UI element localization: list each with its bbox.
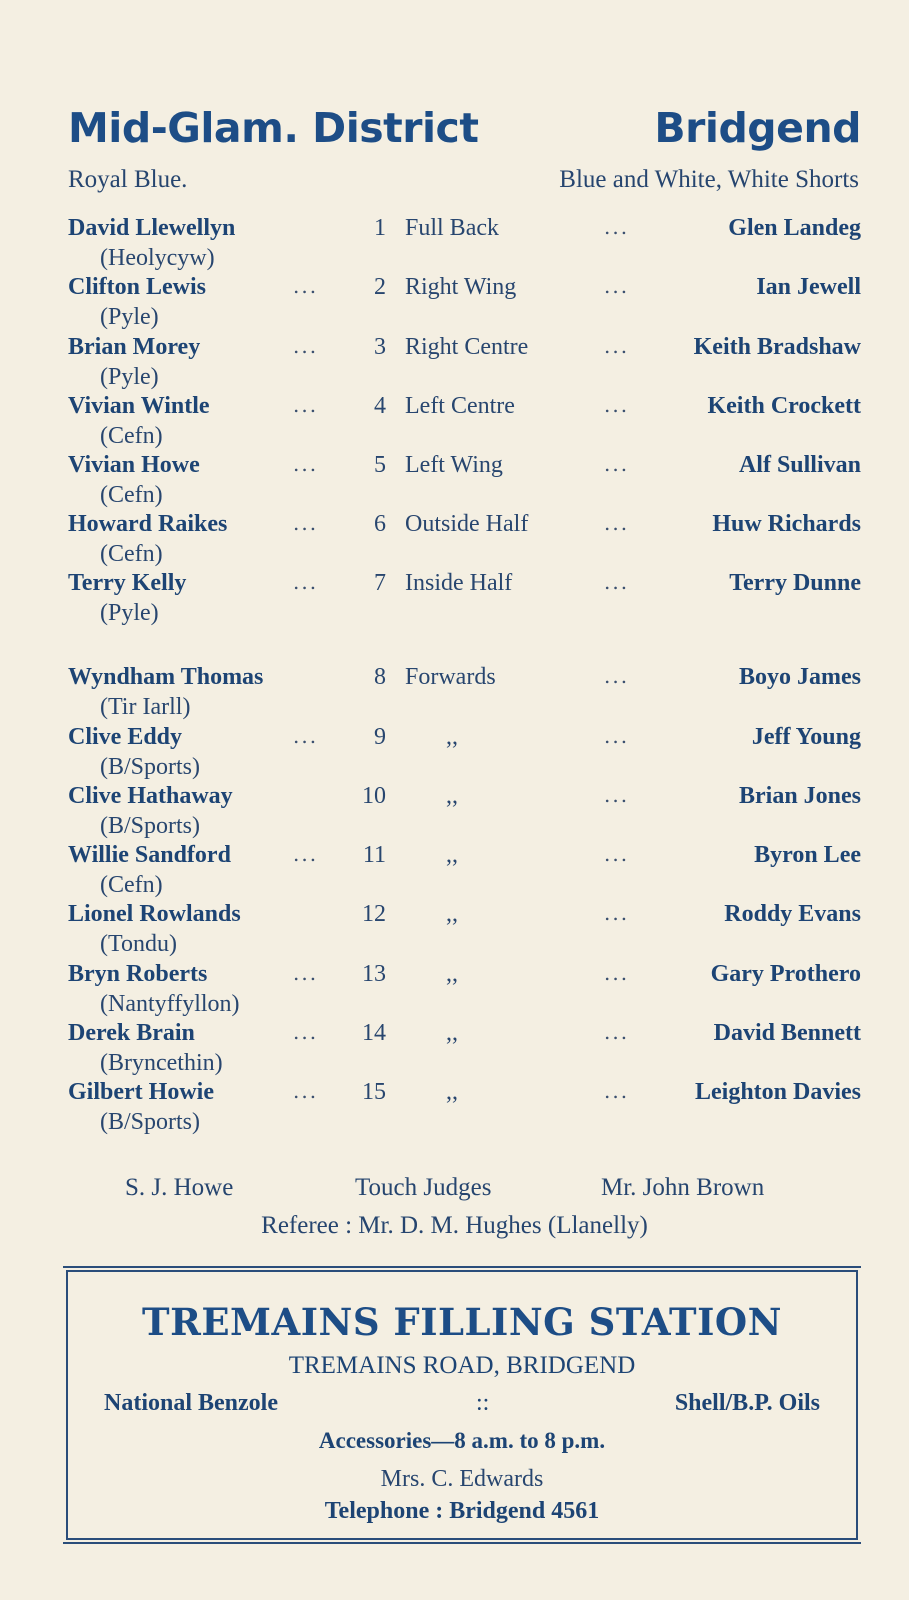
advert-address: TREMAINS ROAD, BRIDGEND: [288, 1352, 636, 1379]
away-player-name: Keith Bradshaw: [693, 334, 861, 360]
player-row: [0, 724, 909, 784]
home-player-club: (Bryncethin): [100, 1050, 223, 1076]
home-player-name: Lionel Rowlands: [68, 901, 241, 927]
home-player-name: Clifton Lewis: [68, 274, 206, 300]
player-row: [0, 274, 909, 334]
leader-dots: ...: [293, 511, 319, 535]
home-player-name: Vivian Howe: [68, 452, 200, 478]
leader-dots: ...: [604, 215, 630, 239]
away-player-name: Glen Landeg: [728, 215, 861, 241]
leader-dots: ...: [604, 334, 630, 358]
position-label: ,,: [446, 842, 458, 868]
home-player-club: (B/Sports): [100, 754, 201, 780]
away-player-name: Gary Prothero: [710, 961, 861, 987]
home-player-name: Derek Brain: [68, 1020, 195, 1046]
touch-judge-home: S. J. Howe: [125, 1174, 234, 1201]
position-label: ,,: [446, 783, 458, 809]
position-label: ,,: [446, 901, 458, 927]
leader-dots: ...: [293, 452, 319, 476]
jersey-number: 15: [362, 1079, 386, 1105]
home-player-name: Gilbert Howie: [68, 1079, 214, 1105]
home-player-club: (B/Sports): [100, 813, 201, 839]
home-player-name: Bryn Roberts: [68, 961, 208, 987]
touch-judge-away: Mr. John Brown: [601, 1174, 765, 1201]
home-player-club: (Cefn): [100, 482, 163, 508]
player-row: [0, 334, 909, 394]
position-label: ,,: [446, 1020, 458, 1046]
position-label: ,,: [446, 961, 458, 987]
player-row: [0, 901, 909, 961]
home-player-name: Terry Kelly: [68, 570, 187, 596]
jersey-number: 6: [374, 511, 386, 537]
jersey-number: 1: [374, 215, 386, 241]
leader-dots: ...: [604, 570, 630, 594]
home-player-club: (Cefn): [100, 423, 163, 449]
jersey-number: 9: [374, 724, 386, 750]
leader-dots: ...: [293, 724, 319, 748]
leader-dots: ...: [293, 393, 319, 417]
away-player-name: Huw Richards: [712, 511, 861, 537]
player-row: [0, 511, 909, 571]
position-label: Left Wing: [405, 452, 503, 478]
position-label: ,,: [446, 1079, 458, 1105]
leader-dots: ...: [293, 1020, 319, 1044]
leader-dots: ...: [604, 511, 630, 535]
home-player-name: Willie Sandford: [68, 842, 231, 868]
position-label: Full Back: [405, 215, 499, 241]
jersey-number: 8: [374, 664, 386, 690]
away-player-name: Brian Jones: [738, 783, 861, 809]
home-player-name: Brian Morey: [68, 334, 201, 360]
player-row: [0, 1020, 909, 1080]
jersey-number: 14: [362, 1020, 386, 1046]
leader-dots: ...: [604, 842, 630, 866]
player-row: [0, 1079, 909, 1139]
jersey-number: 11: [362, 842, 386, 868]
referee-line: Referee : Mr. D. M. Hughes (Llanelly): [261, 1212, 648, 1239]
home-player-name: David Llewellyn: [68, 215, 236, 241]
player-row: [0, 664, 909, 724]
player-row: [0, 570, 909, 630]
leader-dots: ...: [604, 901, 630, 925]
leader-dots: ...: [604, 452, 630, 476]
leader-dots: ...: [293, 570, 319, 594]
leader-dots: ...: [604, 393, 630, 417]
home-player-club: (Pyle): [100, 600, 159, 626]
leader-dots: ...: [604, 783, 630, 807]
leader-dots: ...: [604, 724, 630, 748]
jersey-number: 5: [374, 452, 386, 478]
advert-telephone: Telephone : Bridgend 4561: [324, 1498, 600, 1524]
home-player-name: Clive Hathaway: [68, 783, 233, 809]
away-player-name: Jeff Young: [751, 724, 861, 750]
player-row: [0, 215, 909, 275]
home-team-title: Mid-Glam. District: [68, 104, 479, 152]
leader-dots: ...: [604, 1079, 630, 1103]
advert-brand-separator: ::: [476, 1390, 490, 1416]
leader-dots: ...: [604, 961, 630, 985]
leader-dots: ...: [604, 1020, 630, 1044]
home-player-club: (Tir Iarll): [100, 694, 191, 720]
jersey-number: 12: [362, 901, 386, 927]
away-team-colours: Blue and White, White Shorts: [559, 166, 859, 193]
away-player-name: Terry Dunne: [729, 570, 861, 596]
home-player-club: (Cefn): [100, 872, 163, 898]
leader-dots: ...: [604, 664, 630, 688]
jersey-number: 2: [374, 274, 386, 300]
home-player-name: Howard Raikes: [68, 511, 228, 537]
advertisement-box: [66, 1270, 858, 1540]
advert-brand-shell-bp: Shell/B.P. Oils: [674, 1390, 820, 1416]
home-player-name: Clive Eddy: [68, 724, 183, 750]
home-player-club: (B/Sports): [100, 1109, 201, 1135]
advert-proprietor: Mrs. C. Edwards: [380, 1466, 544, 1492]
leader-dots: ...: [293, 334, 319, 358]
jersey-number: 13: [362, 961, 386, 987]
jersey-number: 7: [374, 570, 386, 596]
player-row: [0, 393, 909, 453]
away-player-name: Alf Sullivan: [738, 452, 861, 478]
leader-dots: ...: [293, 961, 319, 985]
home-player-club: (Nantyffyllon): [100, 991, 240, 1017]
home-player-club: (Pyle): [100, 364, 159, 390]
position-label: ,,: [446, 724, 458, 750]
player-row: [0, 961, 909, 1021]
away-team-title: Bridgend: [654, 104, 861, 152]
away-player-name: Ian Jewell: [756, 274, 861, 300]
position-label: Right Centre: [405, 334, 529, 360]
away-player-name: Leighton Davies: [694, 1079, 861, 1105]
position-label: Outside Half: [405, 511, 529, 537]
leader-dots: ...: [293, 1079, 319, 1103]
jersey-number: 4: [374, 393, 386, 419]
position-label: Forwards: [405, 664, 496, 690]
touch-judges-label: Touch Judges: [355, 1174, 492, 1201]
position-label: Left Centre: [405, 393, 515, 419]
away-player-name: Byron Lee: [754, 842, 861, 868]
away-player-name: Roddy Evans: [724, 901, 861, 927]
away-player-name: Boyo James: [739, 664, 861, 690]
home-player-club: (Tondu): [100, 931, 177, 957]
home-team-colours: Royal Blue.: [68, 166, 188, 193]
away-player-name: Keith Crockett: [707, 393, 861, 419]
home-player-name: Vivian Wintle: [68, 393, 210, 419]
advert-brand-national-benzole: National Benzole: [104, 1390, 278, 1416]
player-row: [0, 842, 909, 902]
position-label: Right Wing: [405, 274, 517, 300]
away-player-name: David Bennett: [713, 1020, 861, 1046]
leader-dots: ...: [293, 274, 319, 298]
jersey-number: 10: [362, 783, 386, 809]
leader-dots: ...: [604, 274, 630, 298]
advert-title: TREMAINS FILLING STATION: [142, 1300, 782, 1344]
player-row: [0, 783, 909, 843]
home-player-club: (Heolycyw): [100, 245, 215, 271]
home-player-name: Wyndham Thomas: [68, 664, 264, 690]
position-label: Inside Half: [405, 570, 513, 596]
jersey-number: 3: [374, 334, 386, 360]
player-row: [0, 452, 909, 512]
home-player-club: (Pyle): [100, 304, 159, 330]
leader-dots: ...: [293, 842, 319, 866]
home-player-club: (Cefn): [100, 541, 163, 567]
advert-hours: Accessories—8 a.m. to 8 p.m.: [318, 1428, 606, 1453]
